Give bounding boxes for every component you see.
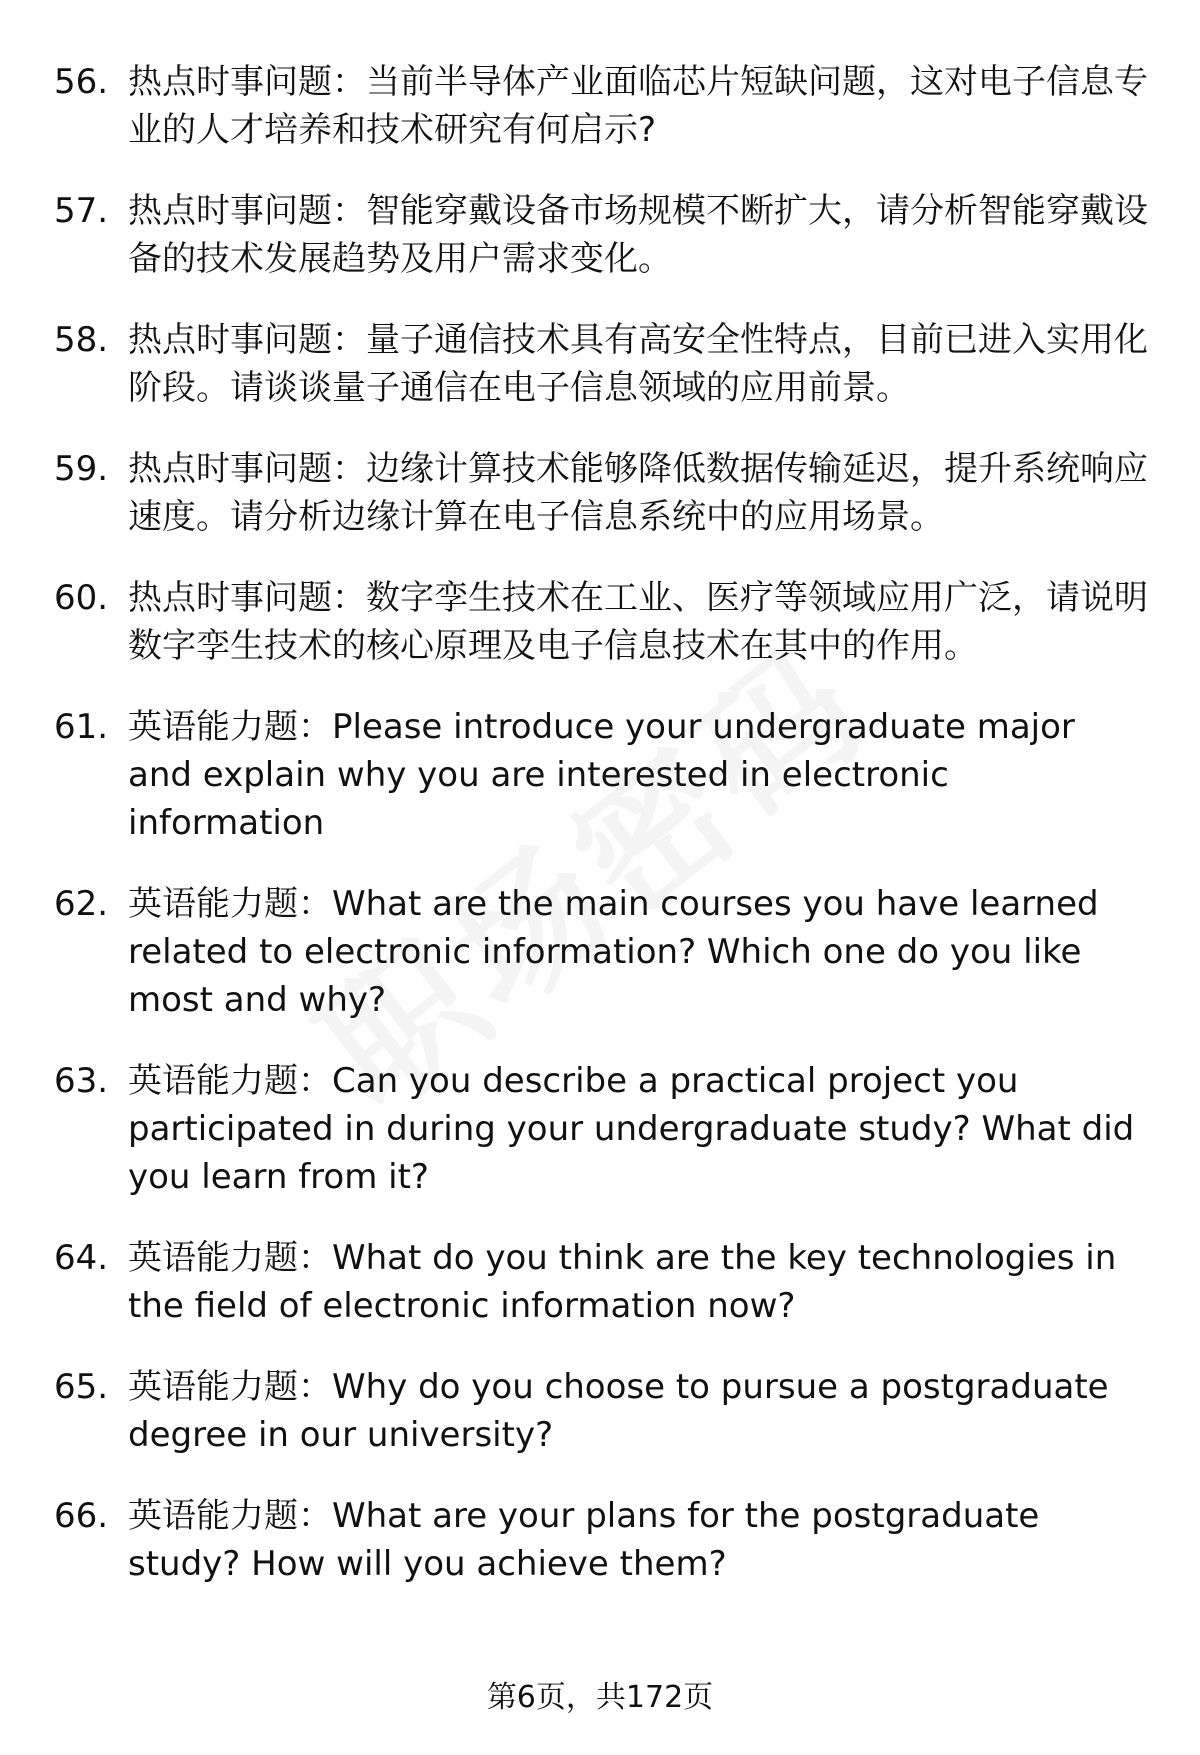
list-item (0, 1492, 1200, 1588)
list-item (0, 1234, 1200, 1330)
question-text: 英语能力题：What are your plans for the postgraduate study? How will you achieve them? (128, 1496, 1040, 1584)
question-text: 热点时事问题：边缘计算技术能够降低数据传输延迟，提升系统响应速度。请分析边缘计算在电子信息系统中的应用场景。 (128, 449, 1148, 537)
question-list (0, 58, 1200, 1621)
question-number: 61. (54, 707, 109, 747)
question-text: 热点时事问题：当前半导体产业面临芯片短缺问题，这对电子信息专业的人才培养和技术研究有何启示? (128, 62, 1148, 150)
question-number: 65. (54, 1367, 109, 1407)
question-number: 59. (54, 449, 109, 489)
page-footer: 第6页，共172页 (486, 1680, 714, 1715)
list-item (0, 445, 1200, 541)
question-text: 英语能力题：Why do you choose to pursue a postgraduate degree in our university? (128, 1367, 1109, 1455)
list-item (0, 574, 1200, 670)
list-item (0, 880, 1200, 1024)
list-item (0, 1057, 1200, 1201)
question-text: 热点时事问题：量子通信技术具有高安全性特点，目前已进入实用化阶段。请谈谈量子通信在电子信息领域的应用前景。 (128, 320, 1148, 408)
list-item (0, 58, 1200, 154)
list-item (0, 316, 1200, 412)
list-item (0, 703, 1200, 847)
question-text: 热点时事问题：数字孪生技术在工业、医疗等领域应用广泛，请说明数字孪生技术的核心原理及电子信息技术在其中的作用。 (128, 578, 1148, 666)
question-number: 62. (54, 884, 109, 924)
question-number: 64. (54, 1238, 109, 1278)
question-number: 58. (54, 320, 109, 360)
question-number: 56. (54, 62, 109, 102)
question-number: 63. (54, 1061, 109, 1101)
question-text: 英语能力题：What are the main courses you have learned related to electronic information? Which one do you like most and why? (128, 884, 1099, 1020)
question-number: 57. (54, 191, 109, 231)
question-text: 英语能力题：What do you think are the key technologies in the field of electronic information now? (128, 1238, 1117, 1326)
list-item (0, 1363, 1200, 1459)
question-number: 66. (54, 1496, 109, 1536)
question-number: 60. (54, 578, 109, 618)
question-text: 英语能力题：Please introduce your undergraduate major and explain why you are interested in electronic information (128, 707, 1075, 843)
question-text: 英语能力题：Can you describe a practical project you participated in during your undergraduate study? What did you learn from it? (128, 1061, 1135, 1197)
list-item (0, 187, 1200, 283)
question-text: 热点时事问题：智能穿戴设备市场规模不断扩大，请分析智能穿戴设备的技术发展趋势及用户需求变化。 (128, 191, 1148, 279)
